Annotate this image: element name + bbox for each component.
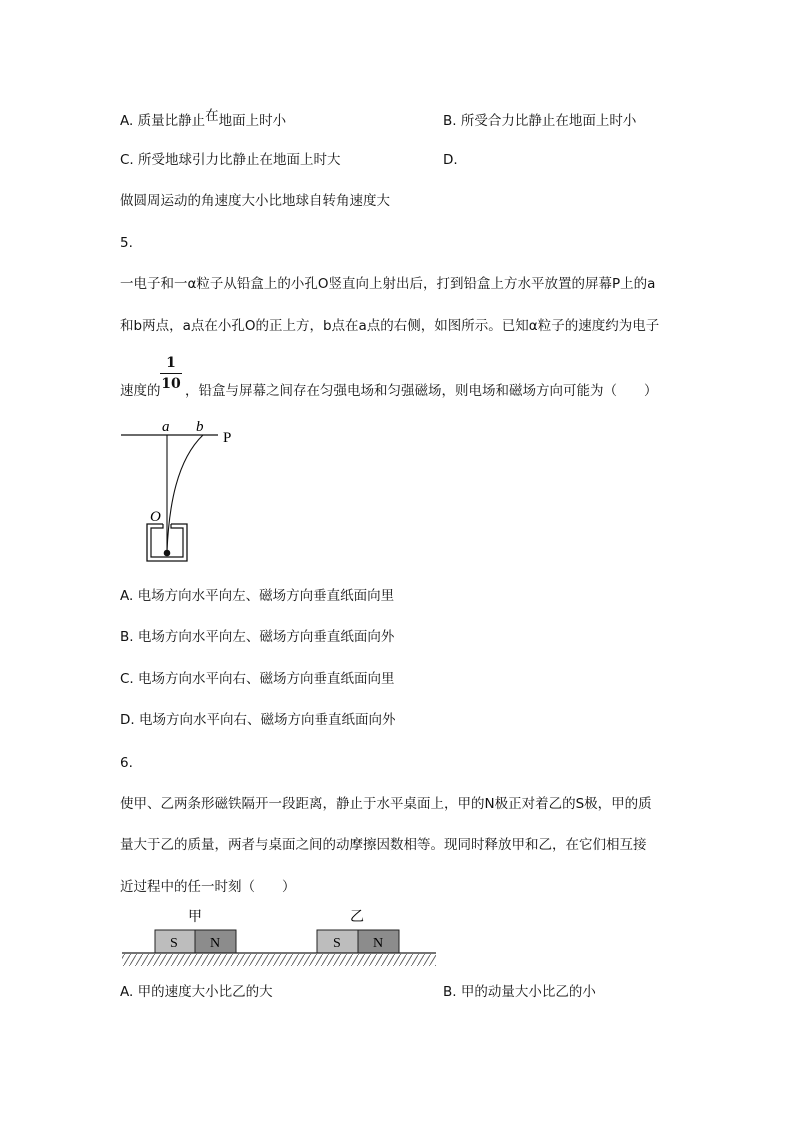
- q5-fraction: [160, 355, 182, 392]
- q5-option-a: A. 电场方向水平向左、磁场方向垂直纸面向里: [120, 588, 395, 604]
- q5-label-a: a: [162, 419, 170, 435]
- q5-fraction-bar: [160, 373, 182, 374]
- q6-figure: [118, 905, 440, 971]
- q5-fraction-numerator: 1: [166, 355, 176, 371]
- q4-option-a: [120, 108, 287, 130]
- q5-stem-line3-pre: 速度的: [120, 383, 161, 399]
- q6-stem-line2: 量大于乙的质量，两者与桌面之间的动摩擦因数相等。现同时释放甲和乙，在它们相互接: [120, 837, 647, 853]
- q5-fraction-denominator: 10: [161, 376, 181, 392]
- q5-option-c: C. 电场方向水平向右、磁场方向垂直纸面向里: [120, 671, 395, 687]
- q4-option-a-pre: A. 质量比静止: [120, 113, 206, 129]
- q6-yi-s-label: S: [333, 936, 341, 951]
- q5-option-d: D. 电场方向水平向右、磁场方向垂直纸面向外: [120, 712, 396, 728]
- q5-label-b: b: [196, 419, 204, 435]
- q6-stem-line3: 近过程中的任一时刻（ ）: [120, 879, 296, 895]
- q5-number: 5.: [120, 235, 133, 251]
- q5-figure: [115, 415, 245, 565]
- q6-option-b: B. 甲的动量大小比乙的小: [443, 984, 596, 1000]
- q5-stem-line3-post: ，铅盒与屏幕之间存在匀强电场和匀强磁场，则电场和磁场方向可能为（ ）: [185, 383, 658, 399]
- q6-number: 6.: [120, 755, 133, 771]
- q6-yi-n-label: N: [373, 936, 384, 951]
- q5-label-o: O: [150, 509, 161, 525]
- q4-option-d: D.: [443, 152, 458, 168]
- q6-label-yi: 乙: [350, 910, 364, 925]
- q5-stem-line2: 和b两点，a点在小孔O的正上方，b点在a点的右侧，如图所示。已知α粒子的速度约为电子: [120, 318, 660, 334]
- q6-option-a: A. 甲的速度大小比乙的大: [120, 984, 273, 1000]
- q5-option-b: B. 电场方向水平向左、磁场方向垂直纸面向外: [120, 629, 395, 645]
- q4-option-b: B. 所受合力比静止在地面上时小: [443, 113, 637, 129]
- q6-stem-line1: 使甲、乙两条形磁铁隔开一段距离，静止于水平桌面上，甲的N极正对着乙的S极，甲的质: [120, 796, 652, 812]
- q5-label-p: P: [223, 430, 232, 446]
- q5-track-b: [167, 435, 203, 551]
- q6-label-jia: 甲: [188, 910, 202, 925]
- q5-stem-line1: 一电子和一α粒子从铅盒上的小孔O竖直向上射出后，打到铅盒上方水平放置的屏幕P上的a: [120, 276, 656, 292]
- q6-table-hatching: [122, 954, 436, 966]
- q5-source-dot: [164, 550, 171, 557]
- q4-option-a-post: 地面上时小: [218, 113, 287, 129]
- q6-jia-s-label: S: [170, 936, 178, 951]
- q4-option-a-mark: 在: [205, 108, 219, 124]
- q4-option-d-text: 做圆周运动的角速度大小比地球自转角速度大: [120, 193, 390, 209]
- q4-option-c: C. 所受地球引力比静止在地面上时大: [120, 152, 341, 168]
- q6-jia-n-label: N: [210, 936, 221, 951]
